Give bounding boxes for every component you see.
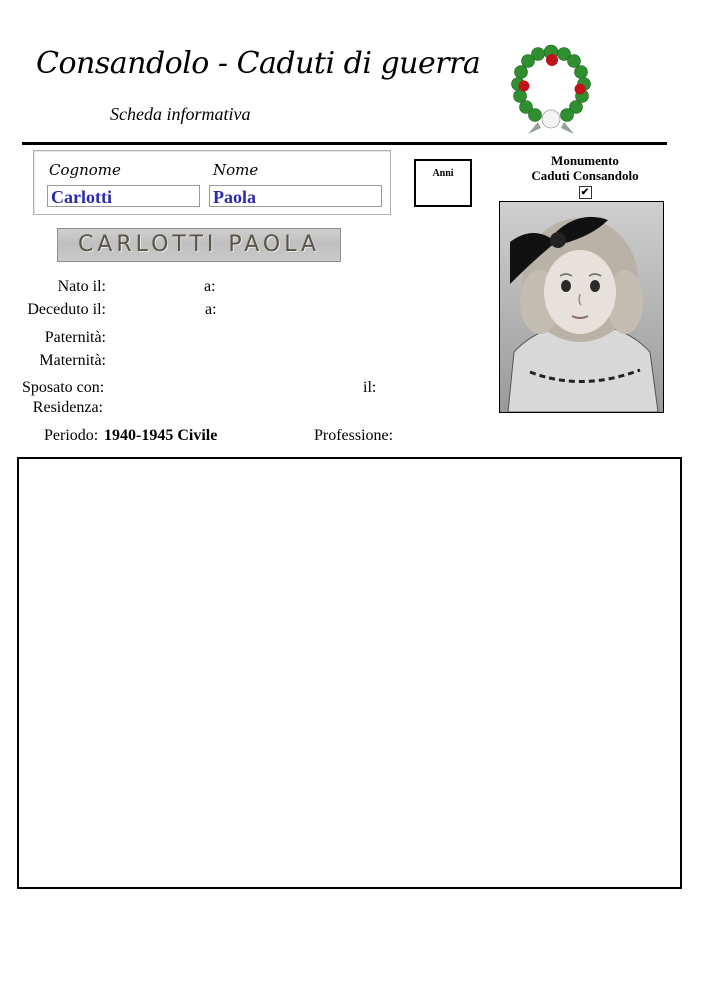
name-panel: [33, 150, 391, 215]
monument-line1: Monumento: [551, 153, 619, 168]
death-place-label: a:: [205, 301, 217, 318]
birth-date-label: Nato il:: [57, 278, 106, 295]
wreath-icon: [508, 42, 594, 136]
portrait-image: [500, 202, 663, 412]
notes-box[interactable]: [17, 457, 682, 889]
birth-place-label: a:: [204, 278, 216, 295]
header-rule: [22, 142, 667, 145]
monument-block: [515, 153, 655, 199]
maternity-label: Maternità:: [39, 352, 106, 369]
page-title: Consandolo - Caduti di guerra: [36, 46, 481, 81]
name-field[interactable]: Paola: [209, 185, 382, 207]
name-plaque: CARLOTTI PAOLA: [57, 228, 341, 262]
anni-box[interactable]: [414, 159, 472, 207]
monument-line2: Caduti Consandolo: [531, 168, 639, 183]
spouse-label: Sposato con:: [22, 379, 105, 396]
anni-label: Anni: [432, 168, 454, 179]
paternity-label: Paternità:: [44, 329, 106, 346]
portrait-photo: [499, 201, 664, 413]
page-subtitle: Scheda informativa: [110, 104, 251, 124]
residence-label: Residenza:: [32, 399, 103, 416]
marriage-date-label: il:: [363, 379, 377, 396]
period-label: Periodo:: [44, 427, 99, 444]
name-label: Nome: [213, 161, 259, 179]
period-value: 1940-1945 Civile: [104, 427, 218, 444]
surname-field[interactable]: Carlotti: [47, 185, 200, 207]
profession-label: Professione:: [314, 427, 394, 444]
monument-checkbox[interactable]: ✔: [579, 186, 592, 199]
death-date-label: Deceduto il:: [27, 301, 106, 318]
surname-label: Cognome: [49, 161, 121, 179]
